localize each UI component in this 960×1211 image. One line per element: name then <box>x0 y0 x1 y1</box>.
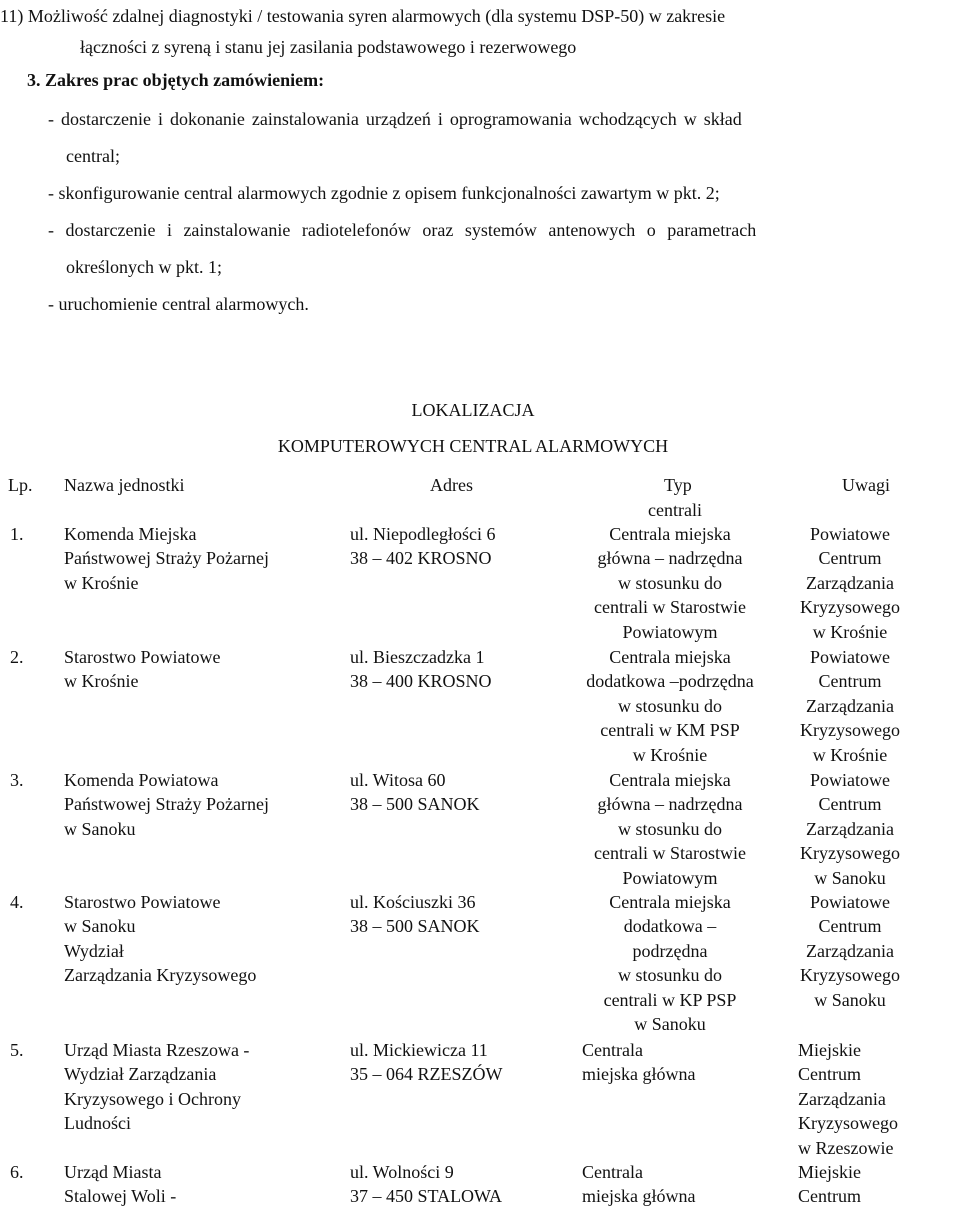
row-2-lp: 2. <box>10 647 24 667</box>
row-3-name: Komenda Powiatowa Państwowej Straży Pożarnej w Sanoku <box>64 770 269 839</box>
row-1-name: Komenda Miejska Państwowej Straży Pożarnej w Krośnie <box>64 524 269 593</box>
row-3-lp: 3. <box>10 770 24 790</box>
section-3-title: 3. Zakres prac objętych zamówieniem: <box>27 70 325 90</box>
row-1-lp: 1. <box>10 524 24 544</box>
row-1-type: Centrala miejska główna – nadrzędna w stosunku do centrali w Starostwie Powiatowym <box>594 524 746 642</box>
header-address: Adres <box>430 475 473 495</box>
header-type-line-1: Typ <box>664 475 692 495</box>
row-5-notes: Miejskie Centrum Zarządzania Kryzysowego w Rzeszowie <box>798 1040 898 1158</box>
row-2-type: Centrala miejska dodatkowa –podrzędna w stosunku do centrali w KM PSP w Krośnie <box>586 647 754 765</box>
header-lp: Lp. <box>8 475 33 495</box>
bullet-4: - uruchomienie central alarmowych. <box>48 294 309 314</box>
row-6-address: ul. Wolności 9 37 – 450 STALOWA <box>350 1162 503 1207</box>
bullet-1-continuation: central; <box>66 146 120 166</box>
row-1-address: ul. Niepodległości 6 38 – 402 KROSNO <box>350 524 496 569</box>
row-5-type: Centrala miejska główna <box>582 1040 696 1085</box>
row-3-address: ul. Witosa 60 38 – 500 SANOK <box>350 770 480 815</box>
bullet-3: - dostarczenie i zainstalowanie radiotelefonów oraz systemów antenowych o parametrach <box>48 220 757 240</box>
row-6-lp: 6. <box>10 1162 24 1182</box>
bullet-1: - dostarczenie i dokonanie zainstalowania urządzeń i oprogramowania wchodzących w skład <box>48 109 742 129</box>
row-6-type: Centrala miejska główna <box>582 1162 696 1207</box>
row-5-name: Urząd Miasta Rzeszowa - Wydział Zarządzania Kryzysowego i Ochrony Ludności <box>64 1040 250 1134</box>
table-title-line-1: LOKALIZACJA <box>411 400 535 420</box>
row-5-address: ul. Mickiewicza 11 35 – 064 RZESZÓW <box>350 1040 503 1085</box>
row-5-lp: 5. <box>10 1040 24 1060</box>
row-6-notes: Miejskie Centrum <box>798 1162 861 1207</box>
header-name: Nazwa jednostki <box>64 475 185 495</box>
row-2-notes: Powiatowe Centrum Zarządzania Kryzysowego w Krośnie <box>800 647 900 765</box>
header-type-line-2: centrali <box>648 500 702 520</box>
row-2-address: ul. Bieszczadzka 1 38 – 400 KROSNO <box>350 647 492 692</box>
row-4-name: Starostwo Powiatowe w Sanoku Wydział Zarządzania Kryzysowego <box>64 892 257 986</box>
header-notes: Uwagi <box>842 475 890 495</box>
row-2-name: Starostwo Powiatowe w Krośnie <box>64 647 221 692</box>
row-3-notes: Powiatowe Centrum Zarządzania Kryzysowego w Sanoku <box>800 770 900 888</box>
bullet-2: - skonfigurowanie central alarmowych zgodnie z opisem funkcjonalności zawartym w pkt. 2; <box>48 183 720 203</box>
item-11-line-2: łączności z syreną i stanu jej zasilania podstawowego i rezerwowego <box>80 37 577 57</box>
row-4-lp: 4. <box>10 892 24 912</box>
row-3-type: Centrala miejska główna – nadrzędna w stosunku do centrali w Starostwie Powiatowym <box>594 770 746 888</box>
row-4-type: Centrala miejska dodatkowa – podrzędna w stosunku do centrali w KP PSP w Sanoku <box>603 892 737 1035</box>
table-title-line-2: KOMPUTEROWYCH CENTRAL ALARMOWYCH <box>277 436 669 456</box>
item-11-line-1: 11) Możliwość zdalnej diagnostyki / testowania syren alarmowych (dla systemu DSP-50) w zakresie <box>0 6 726 26</box>
row-4-notes: Powiatowe Centrum Zarządzania Kryzysowego w Sanoku <box>800 892 900 1010</box>
row-6-name: Urząd Miasta Stalowej Woli - <box>64 1162 177 1207</box>
row-1-notes: Powiatowe Centrum Zarządzania Kryzysowego w Krośnie <box>800 524 900 642</box>
bullet-3-continuation: określonych w pkt. 1; <box>66 257 222 277</box>
row-4-address: ul. Kościuszki 36 38 – 500 SANOK <box>350 892 480 937</box>
